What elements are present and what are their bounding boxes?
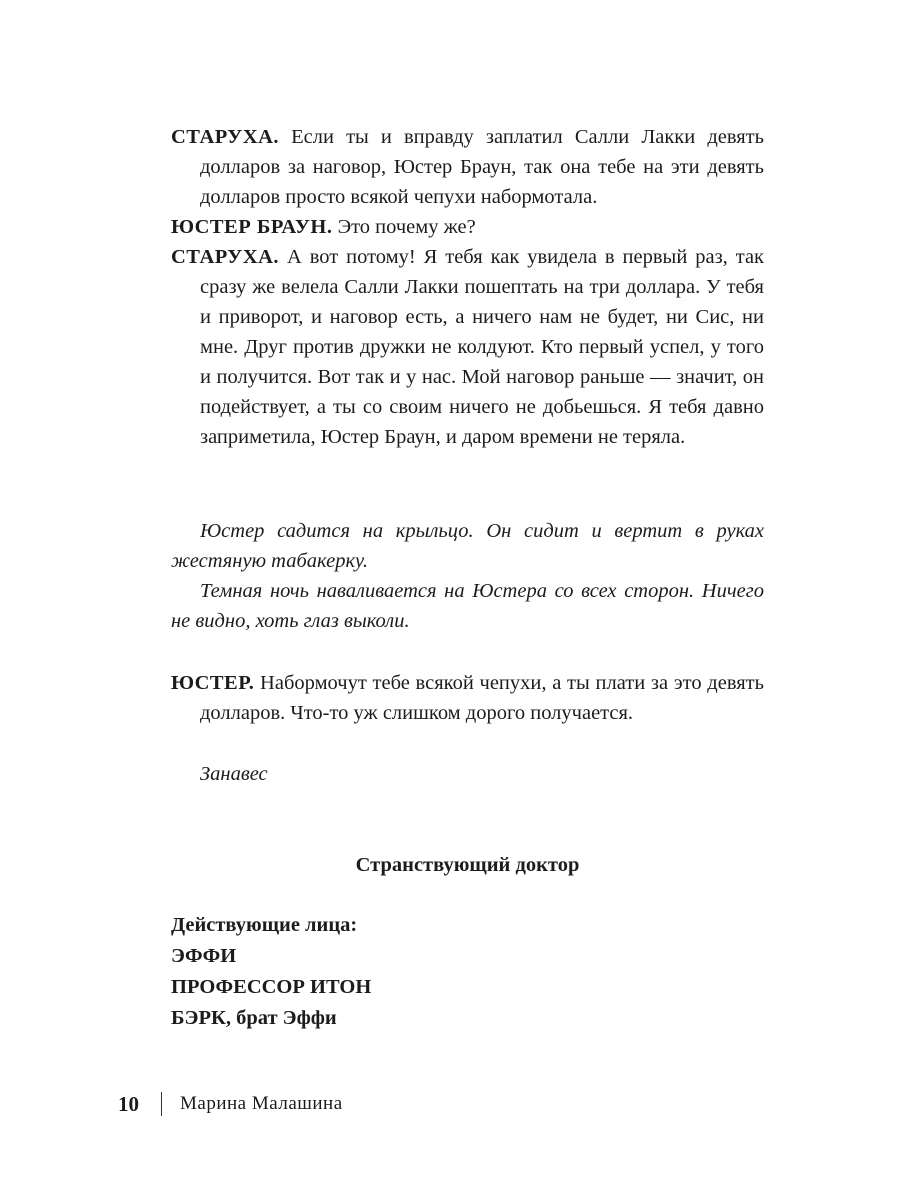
page-footer	[118, 1090, 343, 1118]
footer-separator	[161, 1092, 162, 1116]
character-item: БЭРК, брат Эффи	[171, 1007, 337, 1029]
speech-text: Это почему же?	[332, 216, 476, 238]
speaker-name: ЮСТЕР.	[171, 672, 255, 694]
characters-heading: Действующие лица:	[171, 914, 358, 936]
dialogue-final	[171, 668, 764, 728]
curtain-block	[171, 759, 764, 789]
running-author: Марина Малашина	[180, 1093, 343, 1114]
speaker-name: ЮСТЕР БРАУН.	[171, 216, 333, 238]
stage-direction-2: Темная ночь наваливается на Юстера со всех сторон. Ничего не видно, хоть глаз выколи.	[171, 580, 764, 632]
speaker-name: СТАРУХА.	[171, 126, 280, 148]
page-number: 10	[118, 1092, 139, 1116]
stage-directions	[171, 516, 764, 636]
speech-text: Набормочут тебе всякой чепухи, а ты плати за это девять долларов. Что-то уж слишком дорого получается.	[200, 672, 764, 724]
play-title: Странствующий доктор	[355, 854, 580, 876]
speech-juster-brown	[171, 212, 764, 242]
speaker-name: СТАРУХА.	[171, 246, 280, 268]
stage-direction-1: Юстер садится на крыльцо. Он сидит и вертит в руках жестяную табакерку.	[171, 520, 764, 572]
speech-old-woman-1	[171, 122, 764, 212]
dialogue-top	[171, 122, 764, 452]
character-item: ПРОФЕССОР ИТОН	[171, 976, 372, 998]
speech-juster	[171, 668, 764, 728]
characters-list	[171, 910, 371, 1034]
character-item: ЭФФИ	[171, 945, 237, 967]
curtain-note: Занавес	[200, 763, 268, 785]
speech-text: Если ты и вправду заплатил Салли Лакки девять долларов за наговор, Юстер Браун, так она тебе на эти девять долларов просто всякой чепухи набормотала.	[200, 126, 764, 208]
speech-text: А вот потому! Я тебя как увидела в первый раз, так сразу же велела Салли Лакки пошептать на три доллара. У тебя и приворот, и наговор есть, а ничего нам не будет, ни Сис, ни мне. Друг против дружки не колдуют. Кто первый успел, у того и получится. Вот так и у нас. Мой наговор раньше — значит, он подействует, а ты со своим ничего не добьешься. Я тебя давно заприметила, Юстер Браун, и даром времени не теряла.	[200, 246, 764, 448]
speech-old-woman-2	[171, 242, 764, 452]
